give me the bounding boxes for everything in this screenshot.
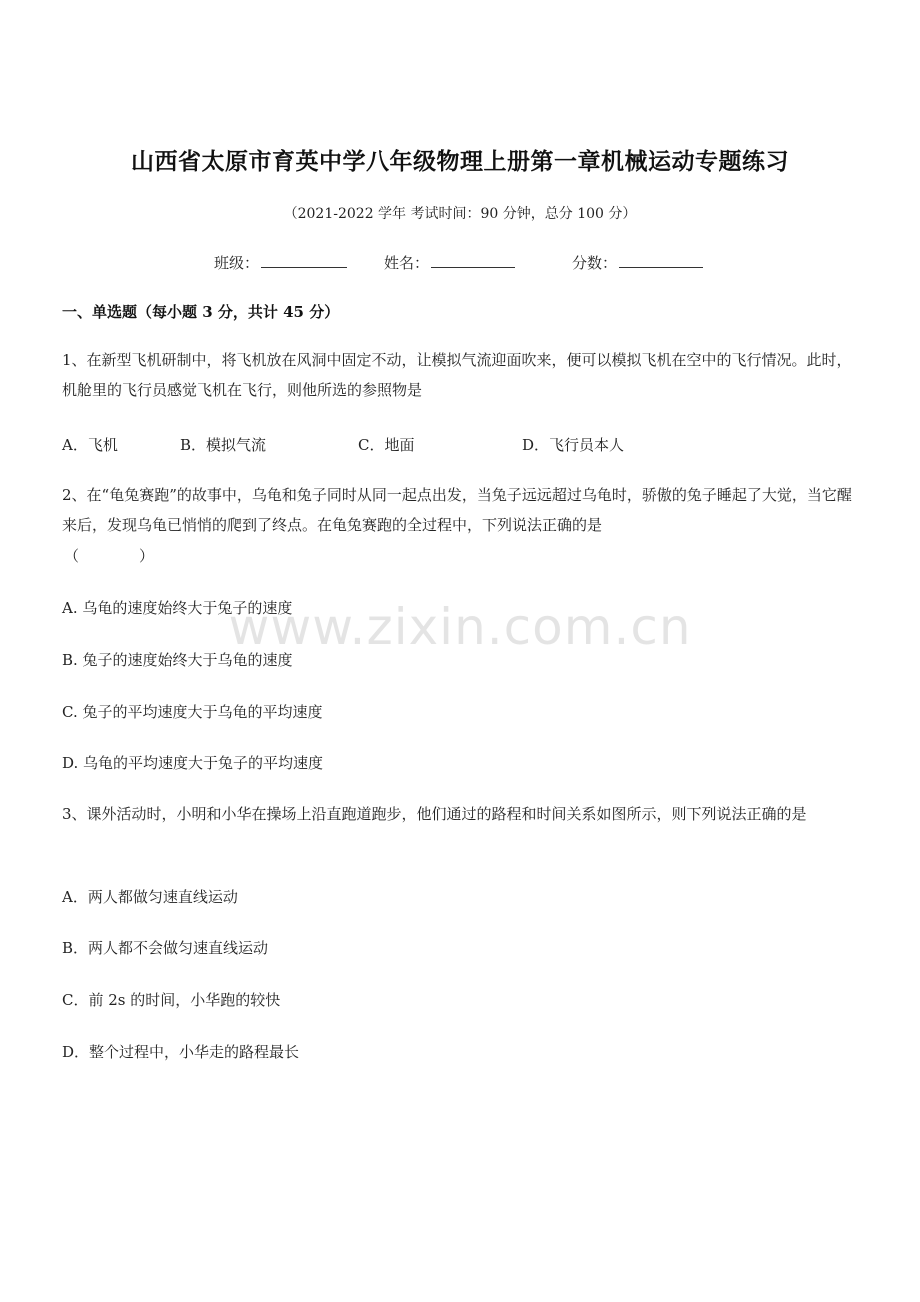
question-1-option-a: A．飞机	[62, 436, 118, 454]
class-field	[214, 251, 347, 273]
question-1-option-b: B．模拟气流	[180, 436, 267, 454]
score-blank[interactable]	[619, 251, 703, 268]
question-3-option-a: A．两人都做匀速直线运动	[62, 888, 238, 906]
question-2-option-c: C. 兔子的平均速度大于乌龟的平均速度	[62, 703, 323, 721]
name-label: 姓名：	[384, 254, 430, 272]
question-3-text: 3、课外活动时，小明和小华在操场上沿直跑道跑步，他们通过的路程和时间关系如图所示，则下列说法正确的是	[62, 805, 807, 823]
question-2-option-d: D. 乌龟的平均速度大于兔子的平均速度	[62, 754, 324, 772]
class-label: 班级：	[214, 254, 260, 272]
exam-info-subtitle: （2021-2022 学年 考试时间：90 分钟，总分 100 分）	[283, 206, 637, 222]
name-blank[interactable]	[431, 251, 515, 268]
watermark: www.zixin.com.cn	[228, 598, 692, 656]
question-3-option-b: B．两人都不会做匀速直线运动	[62, 939, 269, 957]
section-heading: 一、单选题（每小题 3 分，共计 45 分）	[62, 303, 340, 321]
question-2-text: 2、在“龟兔赛跑”的故事中，乌龟和兔子同时从同一起点出发，当兔子远远超过乌龟时，骄傲的兔子睡起了大觉，当它醒来后，发现乌龟已悄悄的爬到了终点。在龟兔赛跑的全过程中，下列说法正确的是	[62, 486, 852, 534]
question-2-option-a: A. 乌龟的速度始终大于兔子的速度	[62, 599, 293, 617]
question-1-option-d: D．飞行员本人	[522, 436, 625, 454]
score-label: 分数：	[572, 254, 618, 272]
score-field	[572, 251, 703, 273]
question-3-option-c: C．前 2s 的时间，小华跑的较快	[62, 991, 281, 1009]
question-1-text: 1、在新型飞机研制中，将飞机放在风洞中固定不动，让模拟气流迎面吹来，便可以模拟飞机在空中的飞行情况。此时，机舱里的飞行员感觉飞机在飞行，则他所选的参照物是	[62, 351, 852, 399]
name-field	[384, 251, 515, 273]
question-3-option-d: D．整个过程中，小华走的路程最长	[62, 1043, 300, 1061]
question-1-option-c: C．地面	[358, 436, 415, 454]
question-2-answer-bracket: （ ）	[64, 547, 155, 565]
document-title: 山西省太原市育英中学八年级物理上册第一章机械运动专题练习	[131, 148, 789, 175]
question-2-option-b: B. 兔子的速度始终大于乌龟的速度	[62, 651, 293, 669]
class-blank[interactable]	[261, 251, 347, 268]
